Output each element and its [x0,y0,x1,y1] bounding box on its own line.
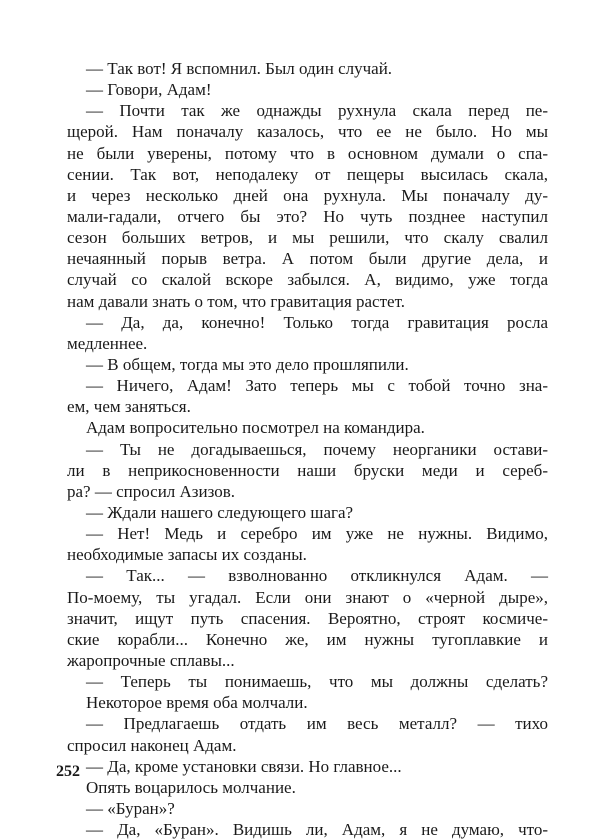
text-line: — Да, да, конечно! Только тогда гравитация росла [86,312,548,332]
text-line: — Теперь ты понимаешь, что мы должны сделать? [86,672,548,692]
text-line: — Предлагаешь отдать им весь металл? — тихо [86,714,548,734]
text-line: сении. Так вот, неподалеку от пещеры высилась скала, [67,164,548,184]
text-line: нечаянный порыв ветра. А потом были другие дела, и [67,249,548,269]
text-line: — Да, кроме установки связи. Но главное... [86,756,402,776]
page-body-text [67,58,548,840]
text-line: — Ждали нашего следующего шага? [86,502,354,522]
text-line: — Ты не догадываешься, почему неорганики остави- [86,439,548,459]
text-line: Некоторое время оба молчали. [86,693,308,713]
text-line: необходимые запасы их созданы. [67,545,307,565]
text-line: — Почти так же однажды рухнула скала перед пе- [86,101,548,121]
text-line: ем, чем заняться. [67,397,191,417]
text-line: — Да, «Буран». Видишь ли, Адам, я не думаю, что- [86,820,548,840]
text-line: мали-гадали, отчего бы это? Но чуть позднее наступил [67,206,548,226]
text-line: спросил наконец Адам. [67,735,237,755]
text-line: — Так... — взволнованно откликнулся Адам. — [86,566,548,586]
text-line: По-моему, ты угадал. Если они знают о «черной дыре», [67,587,548,607]
text-line: Адам вопросительно посмотрел на командира. [86,418,425,438]
text-line: случай со скалой вскоре забылся. А, видимо, уже тогда [67,270,548,290]
text-line: сезон больших ветров, и мы решили, что скалу свалил [67,228,548,248]
text-line: ские корабли... Конечно же, им нужны тугоплавкие и [67,629,548,649]
text-line: щерой. Нам поначалу казалось, что ее не было. Но мы [67,122,548,142]
text-line: — В общем, тогда мы это дело прошляпили. [86,354,409,374]
text-line: — Нет! Медь и серебро им уже не нужны. Видимо, [86,524,548,544]
page-number: 252 [56,763,80,780]
text-line: нам давали знать о том, что гравитация растет. [67,291,405,311]
text-line: и через несколько дней она рухнула. Мы поначалу ду- [67,185,548,205]
text-line: медленнее. [67,333,148,353]
text-line: не были уверены, потому что в основном думали о спа- [67,143,548,163]
text-line: — Ничего, Адам! Зато теперь мы с тобой точно зна- [86,376,548,396]
text-line: — Так вот! Я вспомнил. Был один случай. [86,59,393,78]
text-line: значит, ищут путь спасения. Вероятно, строят космиче- [67,608,548,628]
text-line: жаропрочные сплавы... [67,650,235,670]
text-line: ра? — спросил Азизов. [67,481,236,501]
text-line: — Говори, Адам! [86,80,212,100]
text-line: — «Буран»? [86,798,175,818]
text-line: ли в неприкосновенности наши бруски меди и сереб- [67,460,548,480]
text-line: Опять воцарилось молчание. [86,777,296,797]
